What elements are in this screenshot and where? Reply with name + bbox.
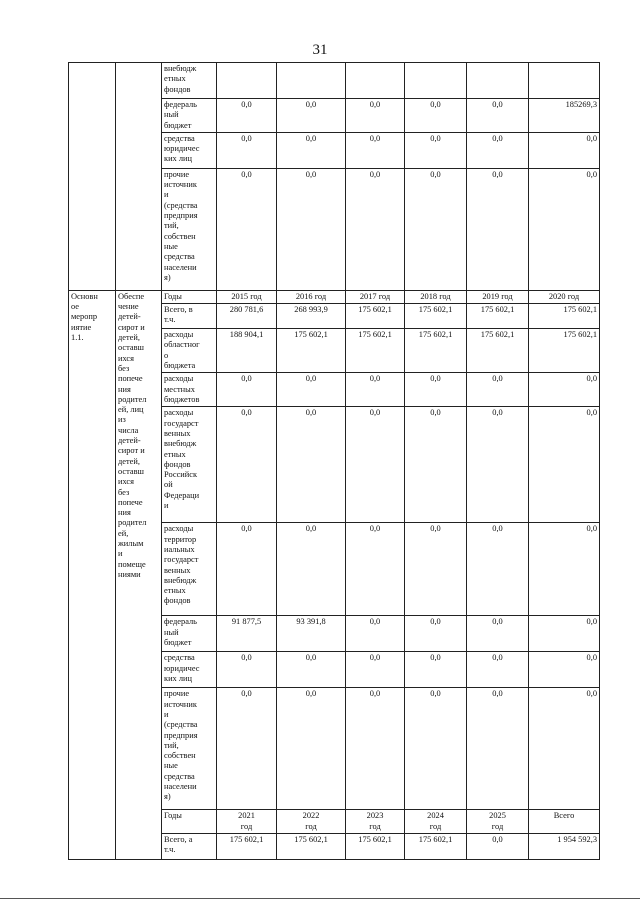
funding-source-line: внебюдж [164,64,197,73]
activity-description-line: ния [118,384,131,394]
funding-source-line: собствен [164,231,196,241]
funding-source-line: фондов [164,459,191,469]
value-cell: 175 602,1 [346,833,405,859]
value-cell: 0,0 [467,407,529,523]
year-header [405,810,467,834]
funding-source-line: Федераци [164,490,200,500]
value-cell: 0,0 [277,652,346,688]
activity-name-line: 1.1. [71,333,84,343]
funding-source-line: бюджетов [164,394,200,404]
activity-description-line: ния [118,508,131,518]
activity-name-cell-cont [69,63,116,291]
value-cell: 0,0 [405,688,467,810]
value-cell: 0,0 [529,373,600,407]
year-header [346,810,405,834]
funding-source-line: юридичес [164,663,200,673]
value-cell [277,63,346,99]
activity-description-line: без [118,363,130,373]
funding-source-line: иальных [164,544,195,554]
value-cell [529,63,600,99]
value-cell: 0,0 [467,833,529,859]
funding-source-line: средства [164,653,195,663]
year-word: год [369,821,381,831]
activity-description-line: детей, [118,456,140,466]
value-cell: 0,0 [405,373,467,407]
year-number: Всего [553,811,575,821]
funding-source-line: ный [164,110,179,120]
funding-table [68,62,600,860]
activity-name [69,290,116,859]
activity-description-line: детей- [118,436,141,446]
value-cell: 91 877,5 [217,616,277,652]
value-cell: 0,0 [467,168,529,290]
value-cell: 0,0 [217,523,277,616]
funding-source-line: бюджет [164,637,192,647]
value-cell: 0,0 [217,99,277,133]
funding-source-line: средства [164,133,195,143]
value-cell: 188 904,1 [217,329,277,373]
funding-source-line: государст [164,418,199,428]
funding-source [162,373,217,407]
activity-description-line: без [118,487,130,497]
year-word: год [491,821,504,831]
funding-source-line: и [164,709,169,719]
funding-source-line: прочие [164,689,190,699]
value-cell: 0,0 [346,688,405,810]
funding-source-line: средства [164,771,195,781]
value-cell: 0,0 [346,407,405,523]
value-cell: 0,0 [467,523,529,616]
funding-source-line: т.ч. [164,845,176,855]
value-cell: 0,0 [277,132,346,168]
value-cell [346,63,405,99]
funding-source-line: ких лиц [164,673,192,683]
funding-source [162,833,217,859]
value-cell: 0,0 [405,132,467,168]
funding-source-line: ный [164,627,179,637]
funding-source-line: источник [164,699,197,709]
value-cell: 0,0 [405,168,467,290]
value-cell: 0,0 [346,168,405,290]
value-cell: 175 602,1 [405,329,467,373]
value-cell: 0,0 [346,616,405,652]
activity-description-line: из [118,415,126,425]
funding-source-line: Всего, в [164,305,193,315]
value-cell: 0,0 [346,652,405,688]
funding-source-line: государст [164,555,199,565]
year-header: 2018 год [405,290,467,303]
funding-source-line: прочие [164,169,190,179]
funding-source-line: территор [164,534,197,544]
value-cell: 0,0 [346,99,405,133]
year-header [217,810,277,834]
activity-description-line: ниями [118,569,141,579]
years-label: Годы [162,810,217,834]
bottom-rule [0,898,640,899]
funding-source-line: федераль [164,617,197,627]
funding-source [162,407,217,523]
activity-description-line: Обеспе [118,291,145,301]
activity-description-line: ихся [118,353,134,363]
value-cell: 175 602,1 [405,833,467,859]
value-cell: 0,0 [277,407,346,523]
value-cell: 0,0 [467,99,529,133]
year-number: 2022 [302,811,320,821]
value-cell: 0,0 [277,99,346,133]
activity-description-line: ей, лиц [118,405,144,415]
value-cell [405,63,467,99]
funding-source-line: расходы [164,330,194,340]
value-cell: 93 391,8 [277,616,346,652]
value-cell: 0,0 [529,688,600,810]
funding-source-line: етных [164,449,186,459]
value-cell: 0,0 [529,616,600,652]
funding-source [162,304,217,329]
value-cell: 175 602,1 [277,833,346,859]
activity-name-line: иятие [71,322,92,332]
activity-name-line: Основн [71,291,98,301]
funding-source-line: собствен [164,751,196,761]
activity-description-line: попече [118,497,143,507]
value-cell: 0,0 [217,652,277,688]
page-number: 31 [312,42,328,58]
activity-name-line: меропр [71,312,98,322]
year-word: год [240,821,253,831]
funding-source-line: бюджет [164,120,192,130]
activity-description [116,290,162,859]
funding-source-line: я) [164,272,171,282]
value-cell [467,63,529,99]
value-cell: 0,0 [277,373,346,407]
activity-description-line: и [118,549,123,559]
value-cell: 0,0 [405,616,467,652]
year-word: год [429,821,442,831]
value-cell: 1 954 592,3 [529,833,600,859]
activity-description-line: ихся [118,477,134,487]
value-cell: 175 602,1 [467,329,529,373]
funding-source [162,652,217,688]
activity-description-line: детей- [118,312,141,322]
value-cell: 0,0 [529,168,600,290]
funding-source-line: етных [164,586,186,596]
value-cell: 0,0 [467,688,529,810]
value-cell: 0,0 [405,99,467,133]
value-cell: 0,0 [529,407,600,523]
value-cell: 175 602,1 [529,304,600,329]
funding-source-line: етных [164,74,186,84]
funding-source-line: ких лиц [164,154,192,164]
funding-source-line: расходы [164,408,194,418]
activity-desc-cell-cont [116,63,162,291]
year-header: 2020 год [529,290,600,303]
activity-description-line: детей, [118,333,140,343]
value-cell: 268 993,9 [277,304,346,329]
year-number: 2021 [238,811,255,821]
funding-source-line: внебюдж [164,575,197,585]
value-cell: 0,0 [405,652,467,688]
funding-source-line: ой [164,480,173,490]
activity-description-line: чение [118,302,139,312]
funding-source [162,168,217,290]
funding-source-line: средства [164,252,195,262]
value-cell: 0,0 [217,373,277,407]
value-cell: 0,0 [346,132,405,168]
years-row [69,290,600,303]
funding-source [162,523,217,616]
activity-description-line: родител [118,518,147,528]
funding-source [162,688,217,810]
activity-description-line: оставш [118,466,144,476]
funding-source-line: тий, [164,740,179,750]
funding-source-line: я) [164,792,171,802]
value-cell: 0,0 [529,132,600,168]
activity-description-line: родител [118,394,147,404]
value-cell: 175 602,1 [217,833,277,859]
value-cell: 0,0 [346,523,405,616]
value-cell: 0,0 [277,688,346,810]
funding-source-line: тий, [164,221,179,231]
value-cell: 0,0 [346,373,405,407]
activity-description-line: помеще [118,559,146,569]
activity-description-line: сирот и [118,446,145,456]
year-word: год [305,821,317,831]
value-cell: 0,0 [405,523,467,616]
value-cell: 185269,3 [529,99,600,133]
year-header: 2017 год [346,290,405,303]
funding-source-line: ные [164,241,178,251]
activity-description-line: числа [118,425,139,435]
value-cell: 175 602,1 [529,329,600,373]
activity-name-line: ое [71,302,80,312]
value-cell: 0,0 [467,132,529,168]
year-number: 2024 [427,811,444,821]
value-cell: 0,0 [277,523,346,616]
value-cell: 0,0 [405,407,467,523]
value-cell: 175 602,1 [405,304,467,329]
value-cell [217,63,277,99]
value-cell: 280 781,6 [217,304,277,329]
value-cell: 0,0 [467,616,529,652]
activity-description-line: оставш [118,343,144,353]
funding-source-line: (средства [164,200,198,210]
year-header [467,810,529,834]
funding-source-line: населени [164,262,197,272]
funding-source-line: (средства [164,720,198,730]
funding-source-line: и [164,190,169,200]
years-label: Годы [162,290,217,303]
value-cell: 0,0 [277,168,346,290]
funding-source-line: федераль [164,100,197,109]
year-header [529,810,600,834]
activity-description-line: ей, [118,528,129,538]
funding-source-line: Российск [164,470,198,480]
funding-source-line: расходы [164,374,194,384]
funding-source-line: о [164,350,169,360]
year-number: 2023 [366,811,384,821]
value-cell: 0,0 [217,168,277,290]
year-number: 2025 [489,811,506,821]
value-cell: 175 602,1 [346,304,405,329]
activity-description-line: сирот и [118,322,145,332]
value-cell: 175 602,1 [346,329,405,373]
funding-source [162,616,217,652]
funding-source-line: т.ч. [164,315,176,325]
year-header: 2016 год [277,290,346,303]
funding-source-line: ные [164,761,178,771]
funding-source-line: расходы [164,524,194,534]
activity-description-line: жилым [118,539,144,549]
year-header: 2015 год [217,290,277,303]
value-cell: 0,0 [467,652,529,688]
funding-source-line: областног [164,340,200,350]
value-cell: 0,0 [467,373,529,407]
value-cell: 0,0 [217,407,277,523]
funding-source [162,63,217,99]
funding-source-line: внебюдж [164,439,197,449]
funding-source-line: венных [164,565,191,575]
funding-source-line: предприя [164,730,198,740]
funding-source-line: фондов [164,596,191,606]
funding-source-line: предприя [164,211,198,221]
value-cell: 0,0 [217,132,277,168]
funding-source-line: фондов [164,84,191,94]
table-row [69,63,600,99]
funding-source-line: бюджета [164,361,196,371]
funding-source-line: населени [164,782,197,792]
value-cell: 0,0 [529,652,600,688]
year-header [277,810,346,834]
activity-description-line: попече [118,374,143,384]
funding-source-line: юридичес [164,144,200,154]
funding-source [162,99,217,133]
value-cell: 175 602,1 [467,304,529,329]
funding-table-body [69,63,600,860]
funding-source-line: источник [164,180,197,190]
value-cell: 0,0 [217,688,277,810]
funding-source-line: Всего, а [164,834,193,844]
funding-source-line: местных [164,384,195,394]
value-cell: 175 602,1 [277,329,346,373]
funding-source [162,329,217,373]
funding-source-line: венных [164,428,191,438]
year-header: 2019 год [467,290,529,303]
funding-source-line: и [164,501,169,511]
funding-source [162,132,217,168]
value-cell: 0,0 [529,523,600,616]
